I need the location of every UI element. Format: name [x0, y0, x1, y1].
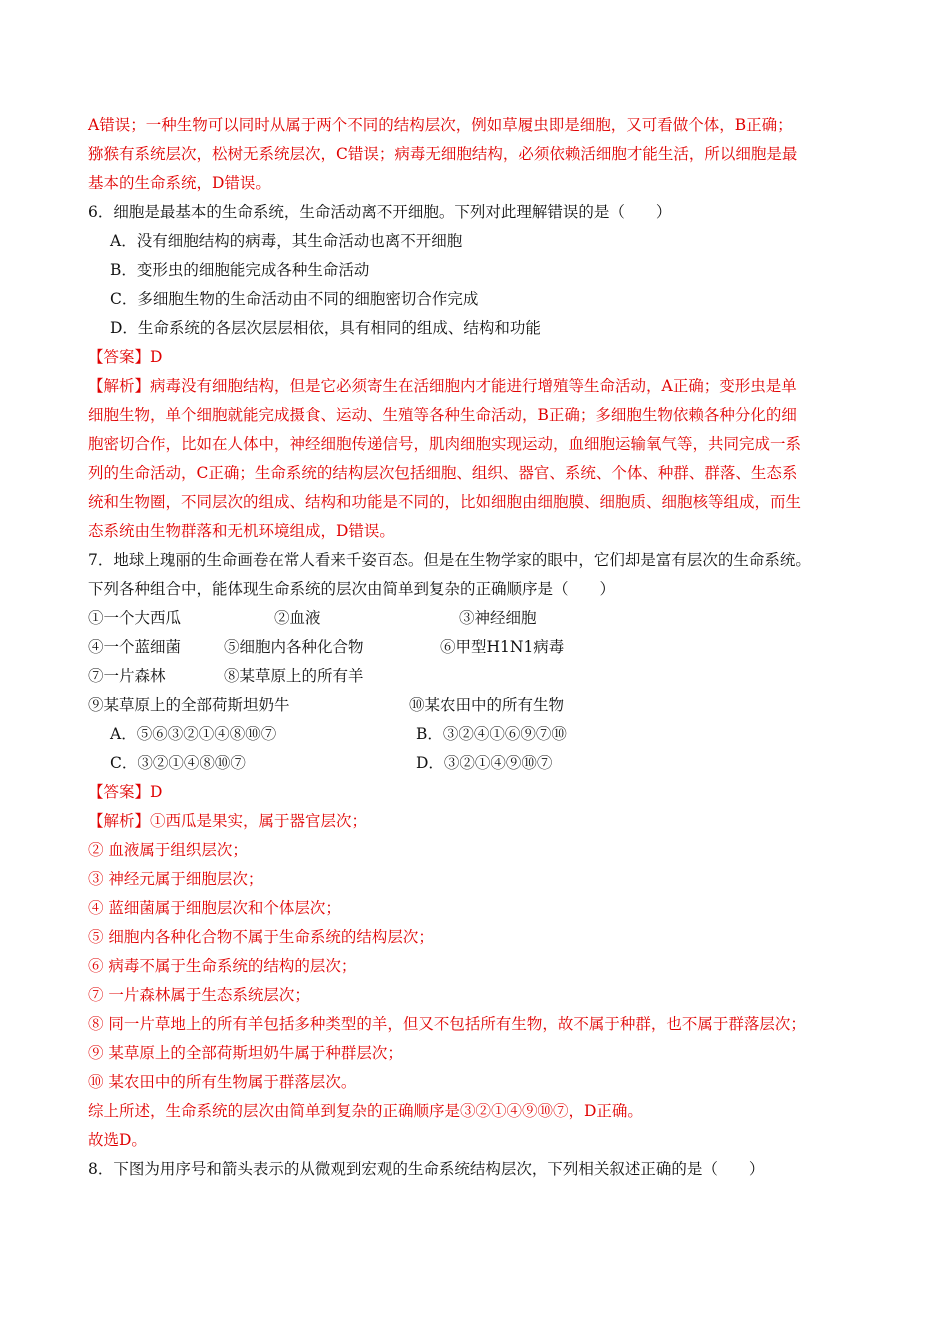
question-6-stem: 6．细胞是最基本的生命系统，生命活动离不开细胞。下列对此理解错误的是（ ）: [88, 203, 672, 221]
q7-analysis-line: ⑧ 同一片草地上的所有羊包括多种类型的羊，但又不包括所有生物，故不属于种群，也不属于群落层次；: [88, 1015, 806, 1033]
q6-analysis-line: 胞密切合作，比如在人体中，神经细胞传递信号，肌肉细胞实现运动，血细胞运输氧气等，共同完成一系: [88, 435, 802, 453]
q7-analysis-line: ⑤ 细胞内各种化合物不属于生命系统的结构层次；: [88, 928, 434, 946]
q7-analysis-line: 综上所述，生命系统的层次由简单到复杂的正确顺序是③②①④⑨⑩⑦，D正确。: [88, 1102, 643, 1120]
question-7-stem: 7．地球上瑰丽的生命画卷在常人看来千姿百态。但是在生物学家的眼中，它们却是富有层次的生命系统。: [88, 551, 811, 569]
q7-item-10: ⑩某农田中的所有生物: [409, 696, 565, 714]
q7-analysis-line: ③ 神经元属于细胞层次；: [88, 870, 264, 888]
q7-analysis-line: ⑥ 病毒不属于生命系统的结构的层次；: [88, 957, 357, 975]
q7-item-1: ①一个大西瓜: [88, 609, 182, 627]
q7-analysis-line: ④ 蓝细菌属于细胞层次和个体层次；: [88, 899, 341, 917]
q6-answer: 【答案】D: [88, 348, 163, 366]
q6-analysis-line: 【解析】病毒没有细胞结构，但是它必须寄生在活细胞内才能进行增殖等生命活动，A正确；变形虫是单: [88, 377, 797, 395]
analysis-line: A错误；一种生物可以同时从属于两个不同的结构层次，例如草履虫即是细胞，又可看做个体，B正确；: [88, 116, 793, 134]
q7-analysis-line: ⑩ 某农田中的所有生物属于群落层次。: [88, 1073, 357, 1091]
q7-item-5: ⑤细胞内各种化合物: [224, 638, 364, 656]
q7-item-9: ⑨某草原上的全部荷斯坦奶牛: [88, 696, 290, 714]
q6-option-c: C．多细胞生物的生命活动由不同的细胞密切合作完成: [110, 290, 479, 308]
q7-analysis-line: ⑦ 一片森林属于生态系统层次；: [88, 986, 310, 1004]
q7-item-8: ⑧某草原上的所有羊: [224, 667, 364, 685]
q7-option-b: B．③②④①⑥⑨⑦⑩: [416, 725, 567, 743]
q6-option-d: D．生命系统的各层次层层相依，具有相同的组成、结构和功能: [110, 319, 541, 337]
q7-item-6: ⑥甲型H1N1病毒: [440, 638, 565, 656]
q7-analysis-line: 故选D。: [88, 1131, 147, 1149]
q7-analysis-line: ⑨ 某草原上的全部荷斯坦奶牛属于种群层次；: [88, 1044, 403, 1062]
q7-option-d: D．③②①④⑨⑩⑦: [416, 754, 553, 772]
q6-analysis-line: 细胞生物，单个细胞就能完成摄食、运动、生殖等各种生命活动，B正确；多细胞生物依赖各种分化的细: [88, 406, 797, 424]
q7-answer: 【答案】D: [88, 783, 163, 801]
analysis-line: 猕猴有系统层次，松树无系统层次，C错误；病毒无细胞结构，必须依赖活细胞才能生活，所以细胞是最: [88, 145, 798, 163]
q7-item-4: ④一个蓝细菌: [88, 638, 182, 656]
q7-option-a: A．⑤⑥③②①④⑧⑩⑦: [110, 725, 277, 743]
question-8-stem: 8．下图为用序号和箭头表示的从微观到宏观的生命系统结构层次，下列相关叙述正确的是（ ）: [88, 1160, 765, 1178]
q7-item-7: ⑦一片森林: [88, 667, 166, 685]
q6-option-b: B．变形虫的细胞能完成各种生命活动: [110, 261, 370, 279]
q7-analysis-line: ② 血液属于组织层次；: [88, 841, 248, 859]
q6-analysis-line: 态系统由生物群落和无机环境组成，D错误。: [88, 522, 395, 540]
q7-option-c: C．③②①④⑧⑩⑦: [110, 754, 246, 772]
q6-option-a: A．没有细胞结构的病毒，其生命活动也离不开细胞: [110, 232, 463, 250]
question-7-stem: 下列各种组合中，能体现生命系统的层次由简单到复杂的正确顺序是（ ）: [88, 580, 616, 598]
analysis-line: 基本的生命系统，D错误。: [88, 174, 271, 192]
q6-analysis-line: 统和生物圈，不同层次的组成、结构和功能是不同的，比如细胞由细胞膜、细胞质、细胞核等组成，而生: [88, 493, 802, 511]
q7-item-2: ②血液: [274, 609, 321, 627]
q7-item-3: ③神经细胞: [459, 609, 537, 627]
q6-analysis-line: 列的生命活动，C正确；生命系统的结构层次包括细胞、组织、器官、系统、个体、种群、群落、生态系: [88, 464, 798, 482]
q7-analysis-line: 【解析】①西瓜是果实，属于器官层次；: [88, 812, 368, 830]
